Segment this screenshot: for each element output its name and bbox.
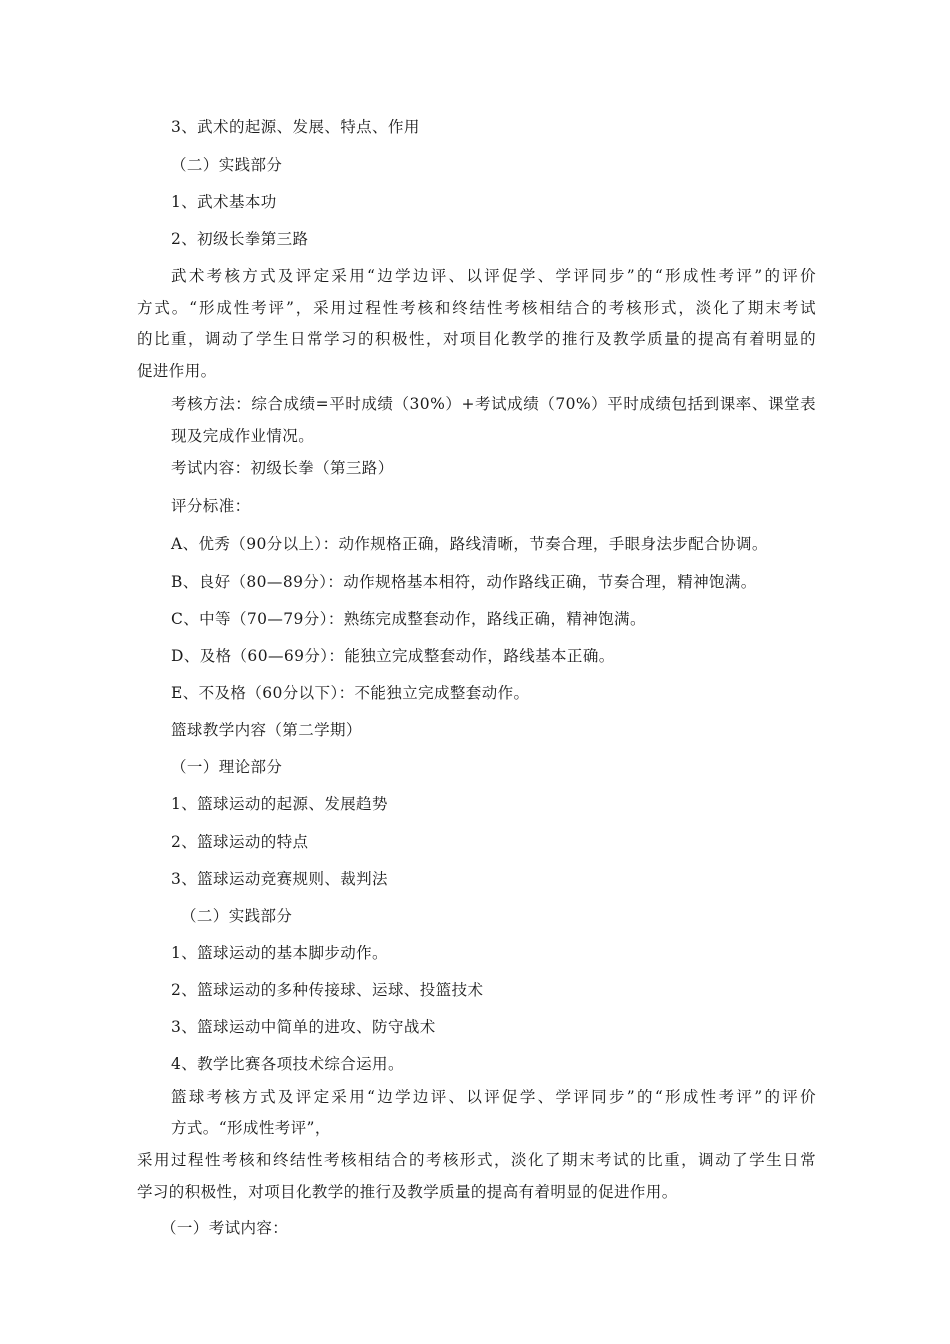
text-line: （二）实践部分 xyxy=(181,907,293,925)
text-line: 评分标准： xyxy=(171,497,251,515)
text-line: （二）实践部分 xyxy=(171,156,283,174)
text-line: （一）考试内容： xyxy=(161,1219,289,1237)
text-line: E、不及格（60分以下）：不能独立完成整套动作。 xyxy=(171,684,530,702)
text-line: 方式。“形成性考评”， xyxy=(171,1119,331,1137)
text-line: 考试内容：初级长拳（第三路） xyxy=(171,459,394,477)
text-line: 采用过程性考核和终结性考核相结合的考核形式，淡化了期末考试的比重，调动了学生日常 xyxy=(137,1151,816,1169)
text-line: 的比重，调动了学生日常学习的积极性，对项目化教学的推行及教学质量的提高有着明显的 xyxy=(137,330,816,348)
text-line: D、及格（60—69分）：能独立完成整套动作，路线基本正确。 xyxy=(171,647,615,665)
text-line: 学习的积极性，对项目化教学的推行及教学质量的提高有着明显的促进作用。 xyxy=(137,1183,678,1201)
text-line: 1、篮球运动的基本脚步动作。 xyxy=(171,944,388,962)
text-line: 篮球教学内容（第二学期） xyxy=(171,721,362,739)
text-line: 2、初级长拳第三路 xyxy=(171,230,309,248)
text-line: （一）理论部分 xyxy=(171,758,283,776)
text-line: 3、篮球运动中简单的进攻、防守战术 xyxy=(171,1018,436,1036)
text-line: A、优秀（90分以上）：动作规格正确，路线清晰，节奏合理，手眼身法步配合协调。 xyxy=(171,535,768,553)
text-line: 1、篮球运动的起源、发展趋势 xyxy=(171,795,388,813)
text-line: 考核方法：综合成绩=平时成绩（30%）+考试成绩（70%）平时成绩包括到课率、课堂表 xyxy=(171,395,816,413)
text-line: 2、篮球运动的特点 xyxy=(171,833,309,851)
text-line: 3、武术的起源、发展、特点、作用 xyxy=(171,118,420,136)
text-line: C、中等（70—79分）：熟练完成整套动作，路线正确，精神饱满。 xyxy=(171,610,646,628)
text-line: 4、教学比赛各项技术综合运用。 xyxy=(171,1055,404,1073)
text-line: 篮球考核方式及评定采用“边学边评、以评促学、学评同步”的“形成性考评”的评价 xyxy=(171,1088,816,1106)
text-line: 1、武术基本功 xyxy=(171,193,277,211)
text-line: 促进作用。 xyxy=(137,362,217,380)
text-line: 武术考核方式及评定采用“边学边评、以评促学、学评同步”的“形成性考评”的评价 xyxy=(171,267,816,285)
text-line: 方式。“形成性考评”，采用过程性考核和终结性考核相结合的考核形式，淡化了期末考试 xyxy=(137,299,816,317)
text-line: 2、篮球运动的多种传接球、运球、投篮技术 xyxy=(171,981,484,999)
text-line: 3、篮球运动竞赛规则、裁判法 xyxy=(171,870,388,888)
text-line: 现及完成作业情况。 xyxy=(171,427,315,445)
text-line: B、良好（80—89分）：动作规格基本相符，动作路线正确，节奏合理，精神饱满。 xyxy=(171,573,757,591)
